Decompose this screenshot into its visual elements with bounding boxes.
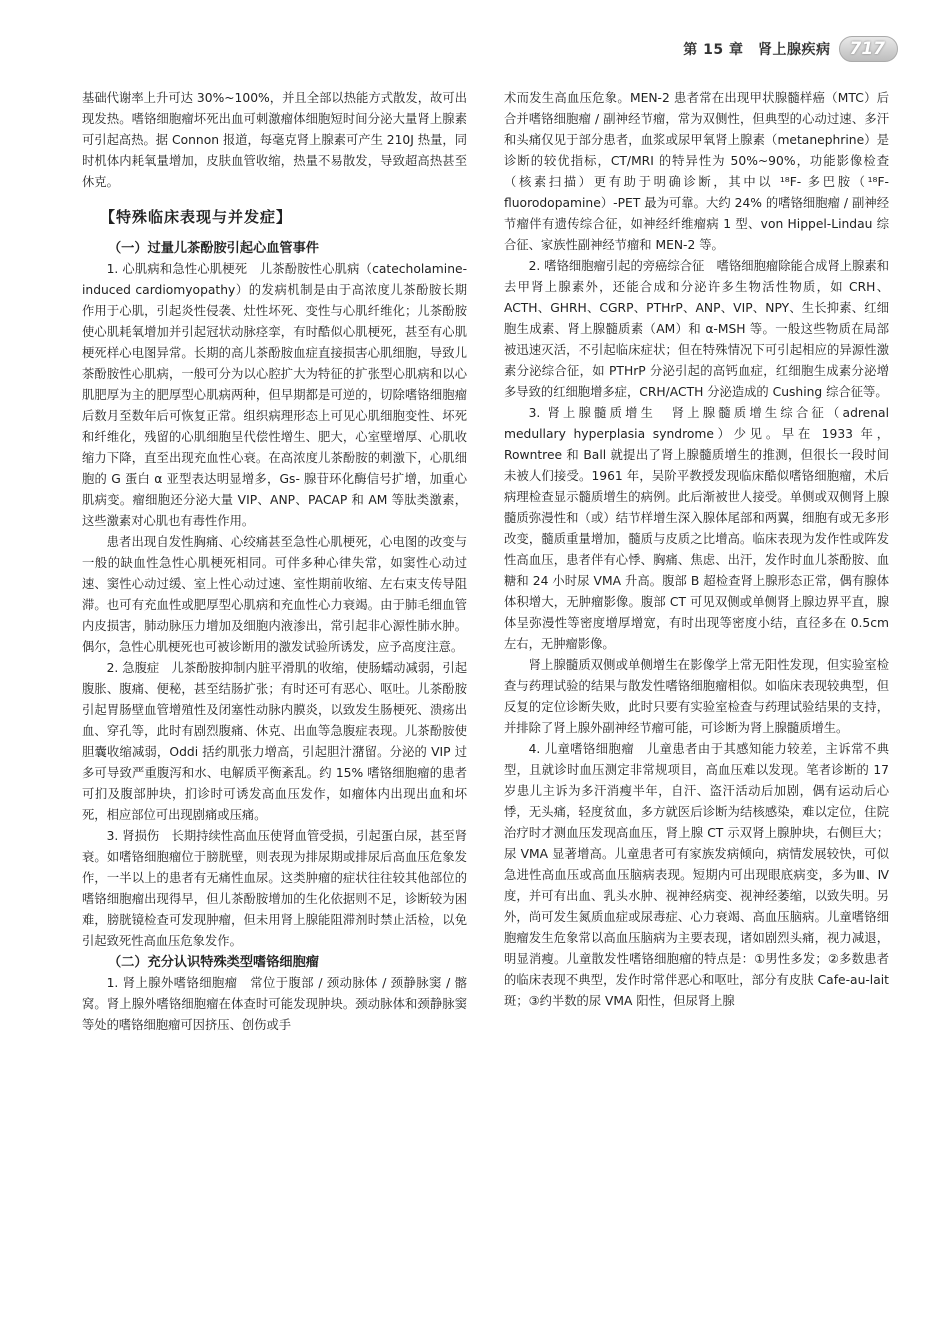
paragraph: 1. 肾上腺外嗜铬细胞瘤 常位于腹部 / 颈动脉体 / 颈静脉窦 / 髂窝。肾上腺外嗜铬细胞瘤在体查时可能发现肿块。颈动脉体和颈静脉窦等处的嗜铬细胞瘤可因挤压、创伤或手 <box>82 976 467 1032</box>
subsection-title: （二）充分认识特殊类型嗜铬细胞瘤 <box>108 955 319 970</box>
paragraph: 肾上腺髓质双侧或单侧增生在影像学上常无阳性发现，但实验室检查与药理试验的结果与散发性嗜铬细胞瘤相似。如临床表现较典型，但反复的定位诊断失败，此时只要有实验室检查与药理试验结果的支持，并排除了肾上腺外副神经节瘤可能，可诊断为肾上腺髓质增生。 <box>504 658 889 735</box>
chapter-title: 第 15 章 肾上腺疾病 <box>683 42 831 58</box>
paragraph: 基础代谢率上升可达 30%~100%，并且全部以热能方式散发，故可出现发热。嗜铬细胞瘤坏死出血可刺激瘤体细胞短时间分泌大量肾上腺素可引起高热。据 Connon 报道，每毫克肾上腺素可产生 210J 热量，同时机体内耗氧量增加，皮肤血管收缩，热量不易散发，导致超高热甚至休克。 <box>82 91 467 189</box>
paragraph: 2. 急腹症 儿茶酚胺抑制内脏平滑肌的收缩，使肠蠕动减弱，引起腹胀、腹痛、便秘，甚至结肠扩张；有时还可有恶心、呕吐。儿茶酚胺引起胃肠壁血管增殖性及闭塞性动脉内膜炎，以致发生肠梗死、溃疡出血、穿孔等，此时有剧烈腹痛、休克、出血等急腹症表现。儿茶酚胺使胆囊收缩减弱，Oddi 括约肌张力增高，引起胆汁潴留。分泌的 VIP 过多可导致严重腹泻和水、电解质平衡紊乱。约 15% 嗜铬细胞瘤的患者可扪及腹部肿块，扪诊时可诱发高血压发作，如瘤体内出现出血和坏死，相应部位可出现剧痛或压痛。 <box>82 661 467 822</box>
left-column <box>82 88 467 1036</box>
section-title: 【特殊临床表现与并发症】 <box>100 208 293 226</box>
paragraph: 3. 肾损伤 长期持续性高血压使肾血管受损，引起蛋白尿，甚至肾衰。如嗜铬细胞瘤位于膀胱壁，则表现为排尿期或排尿后高血压危象发作，一半以上的患者有无痛性血尿。这类肿瘤的症状往往较其他部位的嗜铬细胞瘤出现得早，但儿茶酚胺增加的生化依据则不足，诊断较为困难，膀胱镜检查可发现肿瘤，但未用肾上腺能阻滞剂时禁止活检，以免引起致死性高血压危象发作。 <box>82 829 467 948</box>
paragraph: 患者出现自发性胸痛、心绞痛甚至急性心肌梗死，心电图的改变与一般的缺血性急性心肌梗死相同。可伴多种心律失常，如窦性心动过速、窦性心动过缓、室上性心动过速、室性期前收缩、左右束支传导阻滞。也可有充血性或肥厚型心肌病和充血性心力衰竭。由于肺毛细血管内皮损害，肺动脉压力增加及细胞内液渗出，常引起非心源性肺水肿。偶尔，急性心肌梗死也可被诊断用的激发试验所诱发，应予高度注意。 <box>82 535 467 654</box>
paragraph: 1. 心肌病和急性心肌梗死 儿茶酚胺性心肌病（catecholamine-induced cardiomyopathy）的发病机制是由于高浓度儿茶酚胺长期作用于心肌，引起炎性侵袭、灶性坏死、变性与心肌纤维化；儿茶酚胺使心肌耗氧增加并引起冠状动脉痉挛，有时酷似心肌梗死，甚至有心肌梗死样心电图异常。长期的高儿茶酚胺血症直接损害心肌细胞，导致儿茶酚胺性心肌病，一般可分为以心腔扩大为特征的扩张型心肌病和以心肌肥厚为主的肥厚型心肌病两种，但早期都是可逆的，切除嗜铬细胞瘤后数月至数年后可恢复正常。组织病理形态上可见心肌细胞变性、坏死和纤维化，残留的心肌细胞呈代偿性增生、肥大，心室壁增厚、心肌收缩力下降，直至出现充血性心衰。在高浓度儿茶酚胺的刺激下，心肌细胞的 G 蛋白 α 亚型表达明显增多，Gs- 腺苷环化酶信号扩增，加重心肌病变。瘤细胞还分泌大量 VIP、ANP、PACAP 和 AM 等肽类激素，这些激素对心肌也有毒性作用。 <box>82 262 467 528</box>
page-number-badge: 717 <box>839 36 899 62</box>
paragraph: 术而发生高血压危象。MEN-2 患者常在出现甲状腺髓样癌（MTC）后合并嗜铬细胞瘤 / 副神经节瘤，常为双侧性，但典型的心动过速、多汗和头痛仅见于部分患者，血浆或尿甲氧肾上腺素（metanephrine）是诊断的较优指标，CT/MRI 的特异性为 50%~90%，功能影像检查（核素扫描）更有助于明确诊断，其中以 ¹⁸F- 多巴胺（¹⁸F-fluorodopamine）-PET 最为可靠。大约 24% 的嗜铬细胞瘤 / 副神经节瘤伴有遗传综合征，如神经纤维瘤病 1 型、von Hippel-Lindau 综合征、家族性副神经节瘤和 MEN-2 等。 <box>504 91 889 252</box>
right-column <box>504 88 889 1012</box>
paragraph: 3. 肾上腺髓质增生 肾上腺髓质增生综合征（adrenal medullary hyperplasia syndrome）少见。早在 1933 年，Rowntree 和 Ball 就提出了肾上腺髓质增生的推测，但很长一段时间未被人们接受。1961 年，吴阶平教授发现临床酷似嗜铬细胞瘤，术后病理检查显示髓质增生的病例。此后渐被世人接受。单侧或双侧肾上腺髓质弥漫性和（或）结节样增生深入腺体尾部和两翼，细胞有或无多形改变，髓质重量增加，髓质与皮质之比增高。临床表现为发作性或阵发性高血压，患者伴有心悸、胸痛、焦虑、出汗，发作时血儿茶酚胺、血糖和 24 小时尿 VMA 升高。腹部 B 超检查肾上腺形态正常，偶有腺体体积增大，无肿瘤影像。腹部 CT 可见双侧或单侧肾上腺边界平直，腺体呈弥漫性等密度增厚增宽，有时出现等密度小结，直径多在 0.5cm 左右，无肿瘤影像。 <box>504 406 889 651</box>
paragraph: 2. 嗜铬细胞瘤引起的旁癌综合征 嗜铬细胞瘤除能合成肾上腺素和去甲肾上腺素外，还能合成和分泌许多生物活性物质，如 CRH、ACTH、GHRH、CGRP、PTHrP、ANP、VIP、NPY、生长抑素、红细胞生成素、肾上腺髓质素（AM）和 α-MSH 等。一般这些物质在局部被迅速灭活，不引起临床症状；但在特殊情况下可引起相应的异源性激素分泌综合征，如 PTHrP 分泌引起的高钙血症，红细胞生成素分泌增多导致的红细胞增多症，CRH/ACTH 分泌造成的 Cushing 综合征等。 <box>504 259 889 399</box>
subsection-title: （一）过量儿茶酚胺引起心血管事件 <box>108 241 319 256</box>
page-header <box>683 34 898 64</box>
paragraph: 4. 儿童嗜铬细胞瘤 儿童患者由于其感知能力较差，主诉常不典型，且就诊时血压测定非常规项目，高血压难以发现。笔者诊断的 17 岁患儿主诉为多汗消瘦半年，自汗、盗汗活动后加剧，偶有运动后心悸，无头痛，轻度贫血，多方就医后诊断为结核感染，难以定位，住院治疗时才测血压发现高血压，肾上腺 CT 示双肾上腺肿块，右侧巨大；尿 VMA 显著增高。儿童患者可有家族发病倾向，病情发展较快，可似急进性高血压或高血压脑病表现。短期内可出现眼底病变，多为Ⅲ、Ⅳ度，并可有出血、乳头水肿、视神经病变、视神经萎缩，以致失明。另外，尚可发生氮质血症或尿毒症、心力衰竭、高血压脑病。儿童嗜铬细胞瘤发生危象常以高血压脑病为主要表现，诸如剧烈头痛，视力减退，明显消瘦。儿童散发性嗜铬细胞瘤的特点是：①男性多发；②多数患者的临床表现不典型，发作时常伴恶心和呕吐，部分有皮肤 Cafe-au-lait 斑；③约半数的尿 VMA 阳性，但尿肾上腺 <box>504 742 889 1008</box>
